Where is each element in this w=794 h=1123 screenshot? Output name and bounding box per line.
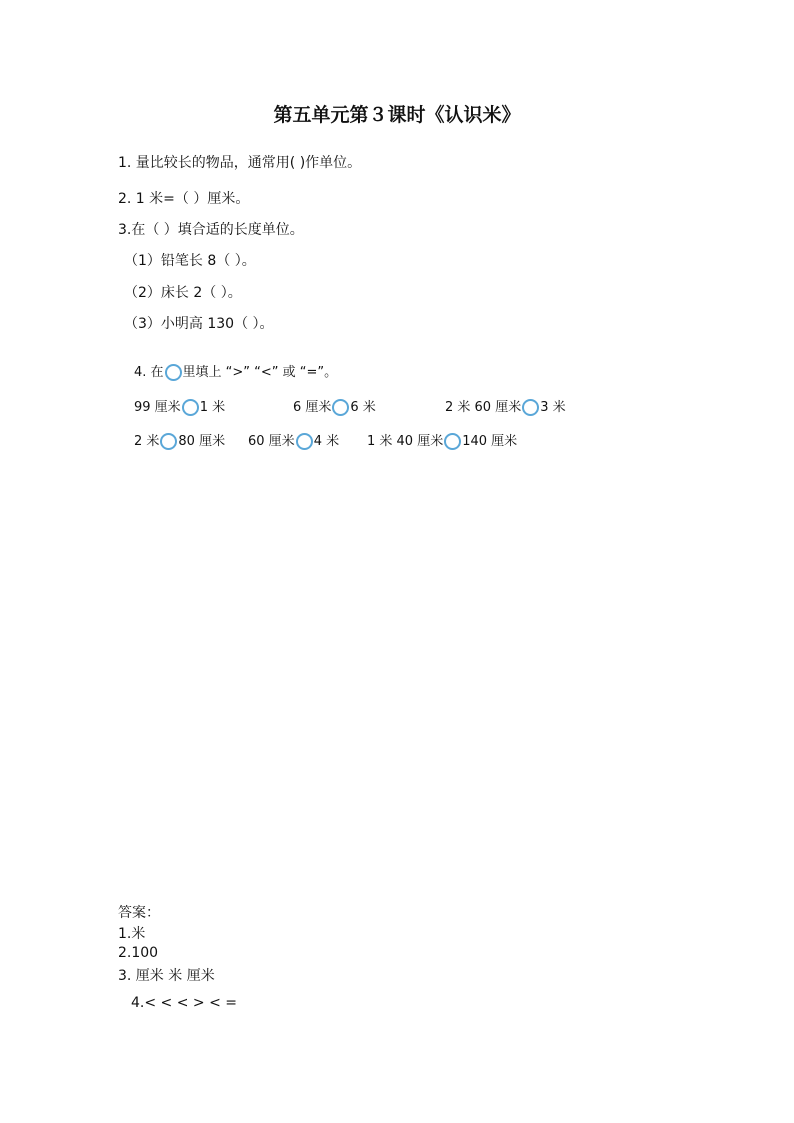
question-2: 2. 1 米=（ ）厘米。	[118, 191, 250, 207]
comparison-left: 6 厘米	[293, 400, 332, 415]
question-4-instruction	[134, 361, 337, 381]
question-3-item: （2）床长 2（ ）。	[124, 285, 242, 301]
comparison-circle-blank[interactable]	[182, 399, 199, 416]
circle-blank-icon[interactable]	[165, 364, 182, 381]
answer-4: 4.< < < > < =	[131, 995, 237, 1011]
comparison-item	[134, 430, 225, 450]
comparison-right: 1 米	[199, 400, 226, 415]
comparison-item	[445, 396, 566, 416]
comparison-right: 6 米	[350, 400, 376, 415]
answer-2: 2.100	[118, 945, 159, 961]
comparison-circle-blank[interactable]	[296, 433, 313, 450]
comparison-item	[248, 430, 339, 450]
question-3: 3.在（ ）填合适的长度单位。	[118, 222, 304, 238]
comparison-circle-blank[interactable]	[160, 433, 177, 450]
comparison-circle-blank[interactable]	[444, 433, 461, 450]
comparison-right: 4 米	[313, 434, 340, 449]
comparison-left: 2 米	[134, 434, 160, 449]
question-4-prefix: 4. 在	[134, 365, 164, 380]
page-title: 第五单元第３课时《认识米》	[273, 104, 521, 126]
comparison-right: 3 米	[540, 400, 566, 415]
question-1: 1. 量比较长的物品，通常用( )作单位。	[118, 155, 362, 171]
answer-1: 1.米	[118, 926, 146, 942]
comparison-item	[134, 396, 225, 416]
question-3-item: （3）小明高 130（ ）。	[124, 316, 274, 332]
comparison-left: 99 厘米	[134, 400, 181, 415]
comparison-circle-blank[interactable]	[522, 399, 539, 416]
question-3-item: （1）铅笔长 8（ ）。	[124, 253, 256, 269]
answers-heading: 答案：	[118, 905, 160, 921]
comparison-circle-blank[interactable]	[332, 399, 349, 416]
comparison-left: 2 米 60 厘米	[445, 400, 522, 415]
comparison-left: 1 米 40 厘米	[367, 434, 444, 449]
comparison-item	[367, 430, 517, 450]
comparison-right: 80 厘米	[178, 434, 226, 449]
question-4-suffix: 里填上 “>” “<” 或 “=”。	[182, 365, 338, 380]
comparison-item	[293, 396, 376, 416]
comparison-left: 60 厘米	[248, 434, 295, 449]
answer-3: 3. 厘米 米 厘米	[118, 968, 215, 984]
comparison-right: 140 厘米	[462, 434, 518, 449]
